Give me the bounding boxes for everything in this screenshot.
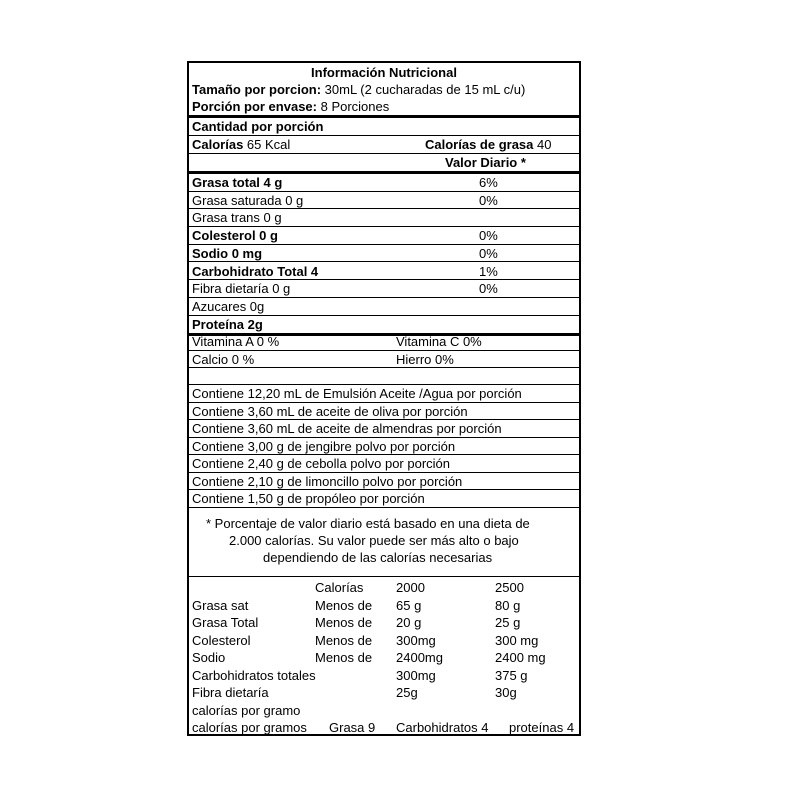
vitamin-right: Vitamina C 0% xyxy=(396,334,482,349)
reference-cell: 375 g xyxy=(495,667,528,683)
content-row: Contiene 2,10 g de limoncillo polvo por porción xyxy=(189,473,579,491)
calories-from-fat: Calorías de grasa 40 xyxy=(425,137,552,152)
vitamin-row xyxy=(189,351,579,369)
reference-row xyxy=(189,667,579,685)
reference-row xyxy=(189,614,579,632)
footnote-line: dependiendo de las calorías necesarias xyxy=(263,550,493,565)
amount-per-serving: Cantidad por porción xyxy=(189,118,579,136)
reference-cell: 25 g xyxy=(495,615,521,630)
reference-last-row xyxy=(189,719,579,736)
reference-cell: 2400mg xyxy=(396,650,443,665)
content-row: Contiene 3,60 mL de aceite de oliva por porción xyxy=(189,403,579,421)
reference-cell: Colesterol xyxy=(192,632,251,648)
spacer-row xyxy=(189,368,579,385)
reference-header-row xyxy=(189,579,579,597)
content-row: Contiene 3,00 g de jengibre polvo por porción xyxy=(189,438,579,456)
content-row: Contiene 3,60 mL de aceite de almendras por porción xyxy=(189,420,579,438)
reference-cell: Carbohidratos 4 xyxy=(396,720,489,735)
nutrient-name: Azucares 0g xyxy=(192,298,265,314)
reference-header-cell: Calorías xyxy=(315,580,364,595)
label-title: Información Nutricional xyxy=(311,65,457,80)
reference-cell: calorías por gramo xyxy=(192,702,301,718)
reference-cell: Sodio xyxy=(192,650,226,665)
nutrient-daily-value: 0% xyxy=(479,192,498,208)
content-row: Contiene 12,20 mL de Emulsión Aceite /Agua por porción xyxy=(189,385,579,403)
nutrient-name: Colesterol 0 g xyxy=(192,228,278,244)
content-row: Contiene 1,50 g de propóleo por porción xyxy=(189,490,579,508)
serving-size: Tamaño por porcion: 30mL (2 cucharadas de 15 mL c/u) xyxy=(192,82,526,97)
reference-header-cell: 2000 xyxy=(396,580,425,595)
nutrient-row xyxy=(189,298,579,316)
nutrient-daily-value: 0% xyxy=(479,228,498,244)
nutrient-name: Fibra dietaría 0 g xyxy=(192,281,291,297)
reference-cell: 300mg xyxy=(396,667,436,683)
nutrient-row xyxy=(189,263,579,281)
reference-row xyxy=(189,702,579,720)
nutrient-row xyxy=(189,227,579,245)
calories-row: Calorías 65 Kcal Calorías de grasa 40 xyxy=(189,136,579,154)
reference-cell: Carbohidratos totales xyxy=(192,667,316,683)
nutrition-facts-label xyxy=(187,61,581,736)
nutrient-daily-value: 1% xyxy=(479,263,498,279)
reference-cell: Menos de xyxy=(315,650,373,665)
reference-cell: 80 g xyxy=(495,597,521,613)
vitamin-left: Vitamina A 0 % xyxy=(192,334,280,349)
reference-cell: Menos de xyxy=(315,615,373,630)
reference-row xyxy=(189,632,579,650)
nutrient-row xyxy=(189,174,579,192)
nutrient-row xyxy=(189,192,579,210)
reference-cell: Grasa Total xyxy=(192,615,259,630)
reference-cell: 2400 mg xyxy=(495,650,546,665)
reference-header-cell: 2500 xyxy=(495,580,524,595)
servings-per-container: Porción por envase: 8 Porciones xyxy=(189,98,579,118)
nutrient-row xyxy=(189,209,579,227)
vitamin-left: Calcio 0 % xyxy=(192,351,255,367)
reference-row xyxy=(189,649,579,667)
nutrient-daily-value: 0% xyxy=(479,281,498,297)
nutrient-row xyxy=(189,245,579,263)
nutrient-name: Grasa trans 0 g xyxy=(192,210,282,226)
nutrient-daily-value: 0% xyxy=(479,245,498,261)
vitamin-row xyxy=(189,333,579,351)
reference-row xyxy=(189,684,579,702)
reference-row xyxy=(189,597,579,615)
footnote-line: * Porcentaje de valor diario está basado en una dieta de xyxy=(206,516,530,531)
reference-cell: Grasa 9 xyxy=(329,720,376,735)
reference-cell: Menos de xyxy=(315,597,373,613)
nutrient-name: Sodio 0 mg xyxy=(192,245,263,261)
reference-cell: Grasa sat xyxy=(192,597,249,613)
reference-cell: proteínas 4 xyxy=(509,720,575,735)
vitamin-right: Hierro 0% xyxy=(396,351,454,367)
nutrient-row xyxy=(189,280,579,298)
reference-cell: calorías por gramos xyxy=(192,720,307,735)
footnote-line: 2.000 calorías. Su valor puede ser más alto o bajo xyxy=(229,533,519,548)
reference-cell: 30g xyxy=(495,685,517,700)
nutrient-name: Proteína 2g xyxy=(192,316,263,332)
reference-cell: 20 g xyxy=(396,615,422,630)
daily-value-header: Valor Diario * xyxy=(189,154,579,174)
nutrient-name: Carbohidrato Total 4 xyxy=(192,263,319,279)
nutrient-daily-value: 6% xyxy=(479,175,498,190)
reference-cell: Fibra dietaría xyxy=(192,685,269,700)
reference-cell: 25g xyxy=(396,685,418,700)
reference-cell: 300mg xyxy=(396,632,436,648)
footnote xyxy=(189,508,579,577)
nutrient-name: Grasa saturada 0 g xyxy=(192,192,304,208)
nutrient-name: Grasa total 4 g xyxy=(192,175,283,190)
content-row: Contiene 2,40 g de cebolla polvo por porción xyxy=(189,455,579,473)
reference-cell: Menos de xyxy=(315,632,373,648)
reference-cell: 65 g xyxy=(396,597,422,613)
reference-cell: 300 mg xyxy=(495,632,539,648)
